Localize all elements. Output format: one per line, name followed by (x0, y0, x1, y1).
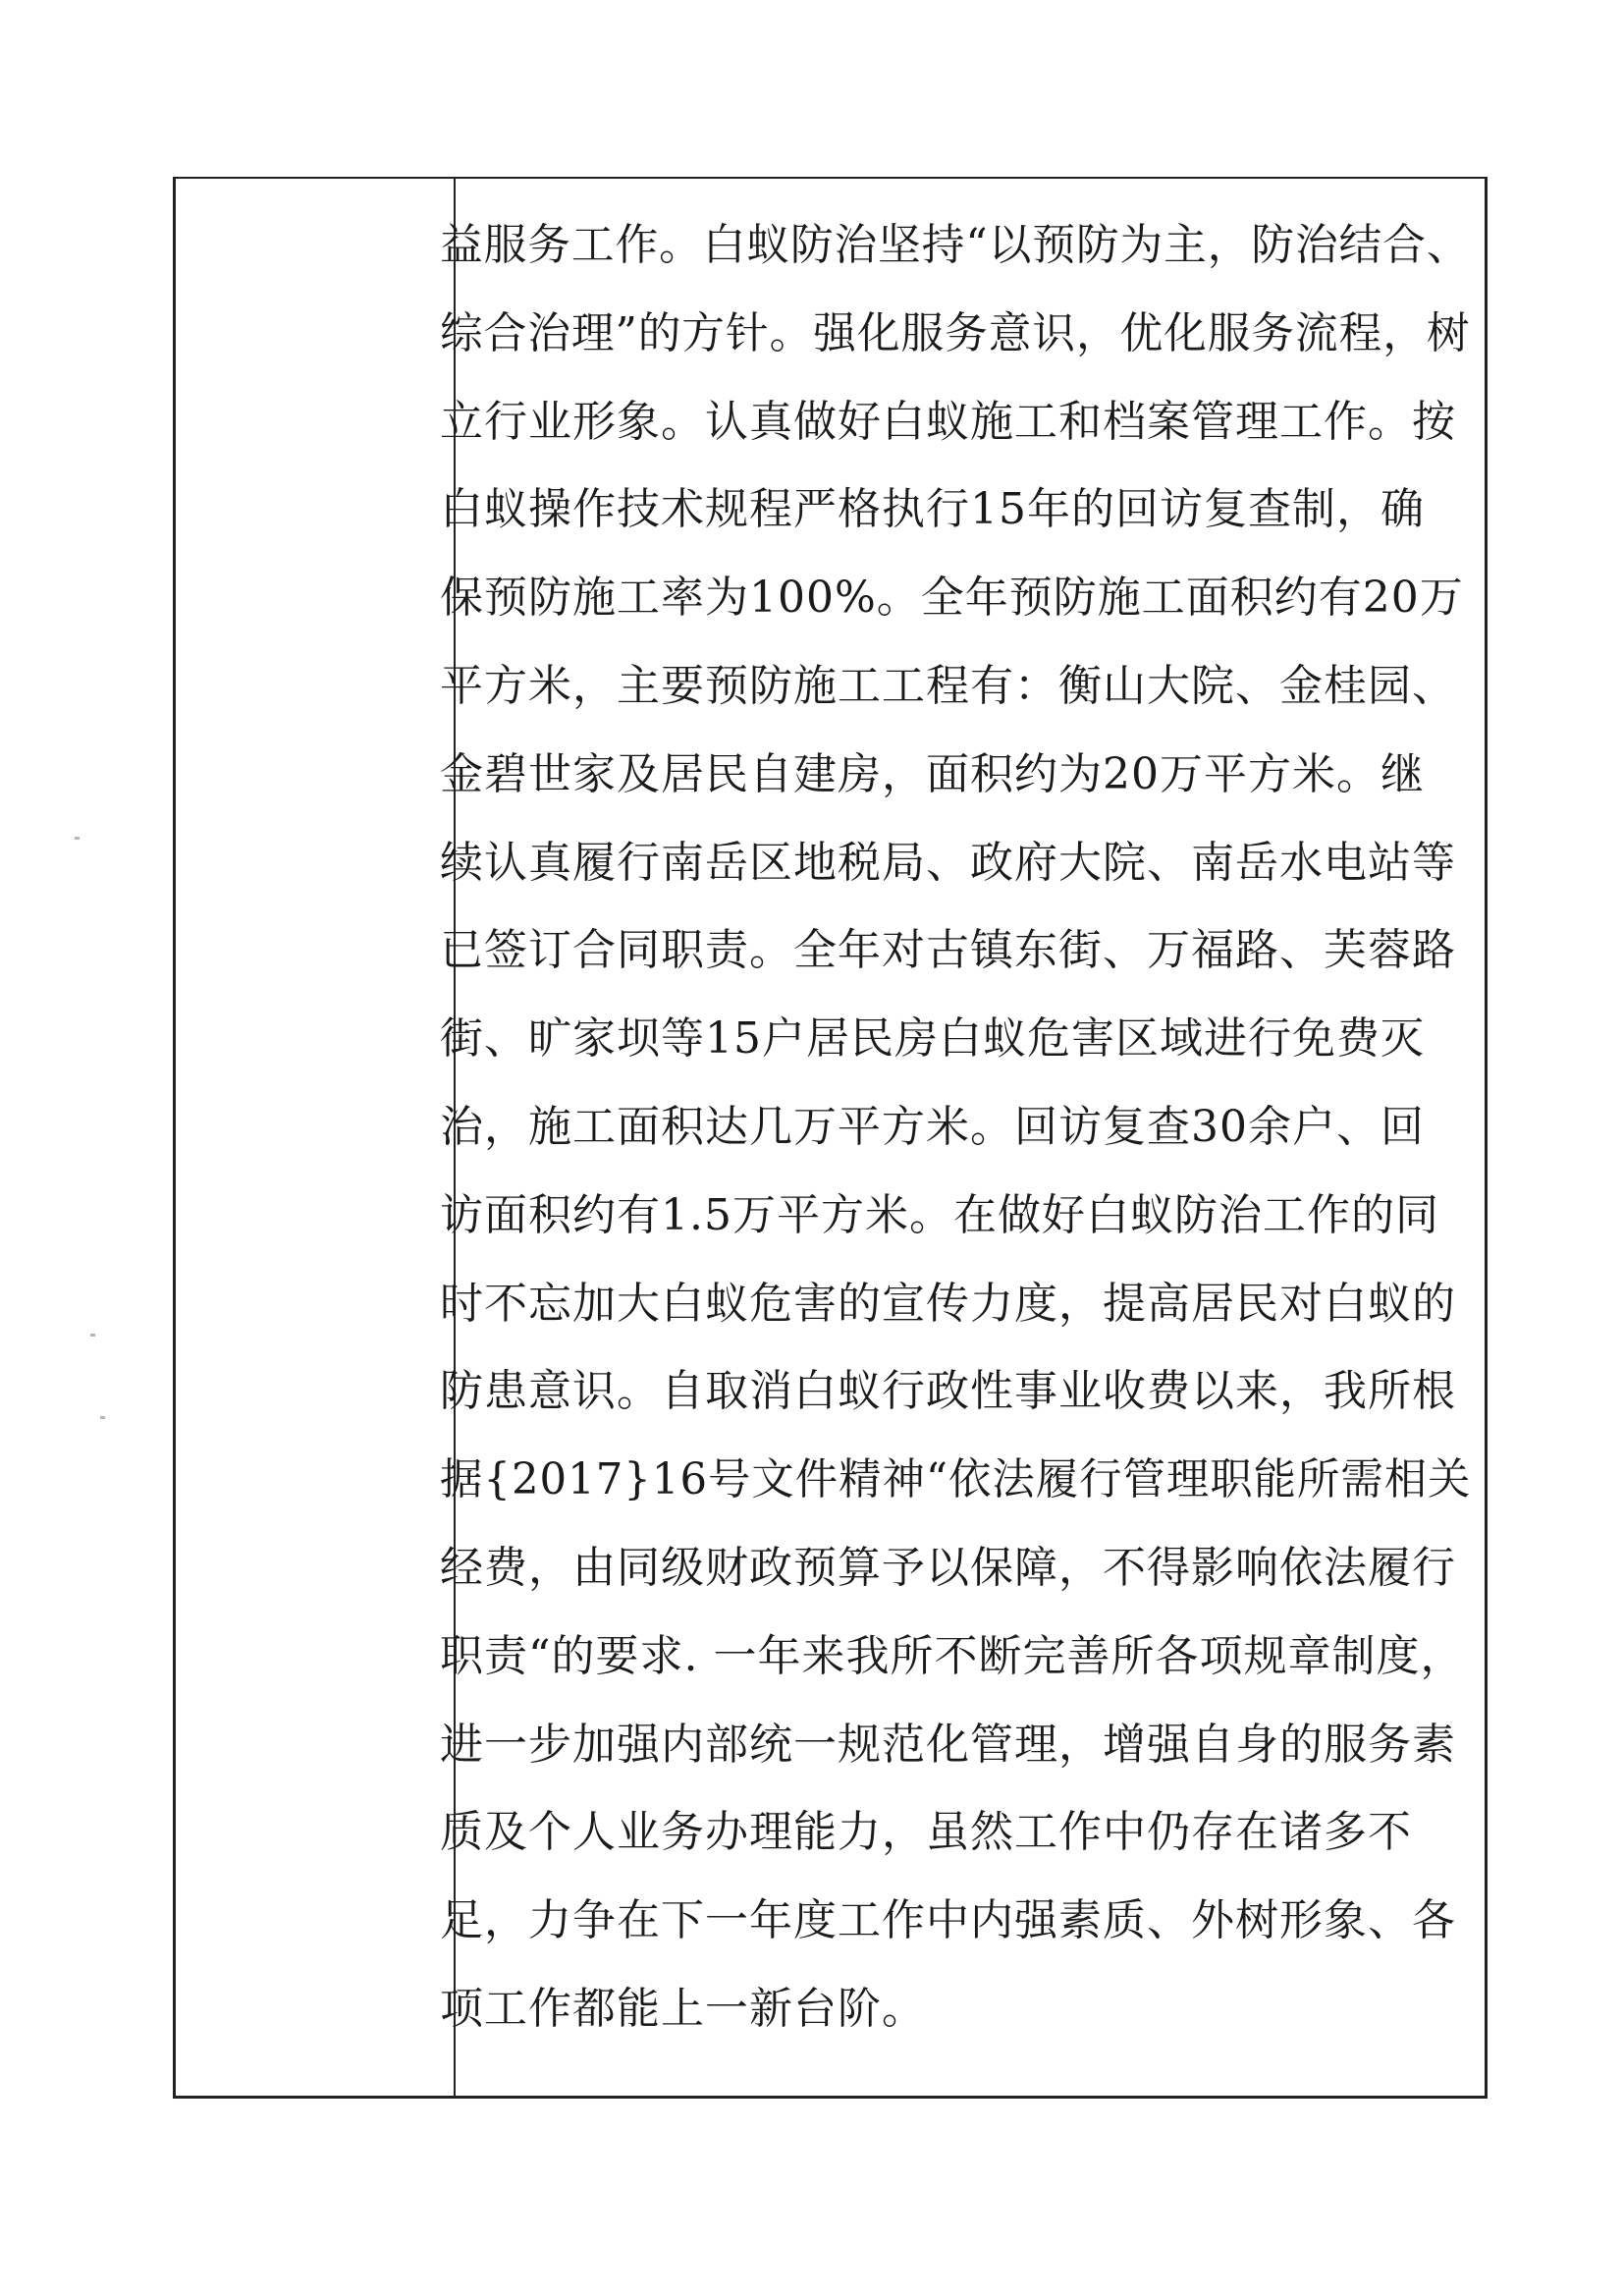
text-line: 续认真履行南岳区地税局、政府大院、南岳水电站等 (440, 837, 1456, 888)
text-line: 保预防施工率为100%。全年预防施工面积约有20万 (440, 573, 1464, 624)
text-line: 职责“的要求. 一年来我所不断完善所各项规章制度， (440, 1630, 1465, 1681)
text-line: 综合治理”的方针。强化服务意识，优化服务流程，树 (440, 307, 1471, 358)
text-line: 治，施工面积达几万平方米。回访复查30余户、回 (440, 1101, 1425, 1152)
left-label-cell (176, 179, 453, 2096)
text-line: 街、旷家坝等15户居民房白蚁危害区域进行免费灭 (440, 1013, 1425, 1065)
text-line: 访面积约有1.5万平方米。在做好白蚁防治工作的同 (440, 1189, 1439, 1240)
text-line: 足，力争在下一年度工作中内强素质、外树形象、各 (440, 1895, 1456, 1946)
text-line: 进一步加强内部统一规范化管理，增强自身的服务素 (440, 1719, 1456, 1770)
body-text (440, 201, 1471, 2053)
text-line: 时不忘加大白蚁危害的宣传力度，提高居民对白蚁的 (440, 1278, 1456, 1329)
scan-speck (75, 837, 80, 840)
text-line: 项工作都能上一新台阶。 (440, 1983, 926, 2034)
text-line: 据{2017}16号文件精神“依法履行管理职能所需相关 (440, 1454, 1472, 1505)
text-line: 经费，由同级财政预算予以保障，不得影响依法履行 (440, 1542, 1456, 1593)
text-line: 质及个人业务办理能力，虽然工作中仍存在诸多不 (440, 1807, 1412, 1858)
text-line: 平方米，主要预防施工工程有：衡山大院、金桂园、 (440, 660, 1456, 711)
text-line: 立行业形象。认真做好白蚁施工和档案管理工作。按 (440, 396, 1456, 447)
text-line: 金碧世家及居民自建房，面积约为20万平方米。继 (440, 748, 1425, 799)
text-line: 防患意识。自取消白蚁行政性事业收费以来，我所根 (440, 1366, 1456, 1417)
text-line: 白蚁操作技术规程严格执行15年的回访复查制，确 (440, 484, 1425, 535)
scan-speck (100, 1416, 105, 1419)
text-line: 已签订合同职责。全年对古镇东街、万福路、芙蓉路 (440, 925, 1456, 976)
text-line: 益服务工作。白蚁防治坚持“以预防为主，防治结合、 (440, 220, 1471, 270)
scan-speck (90, 1334, 95, 1337)
